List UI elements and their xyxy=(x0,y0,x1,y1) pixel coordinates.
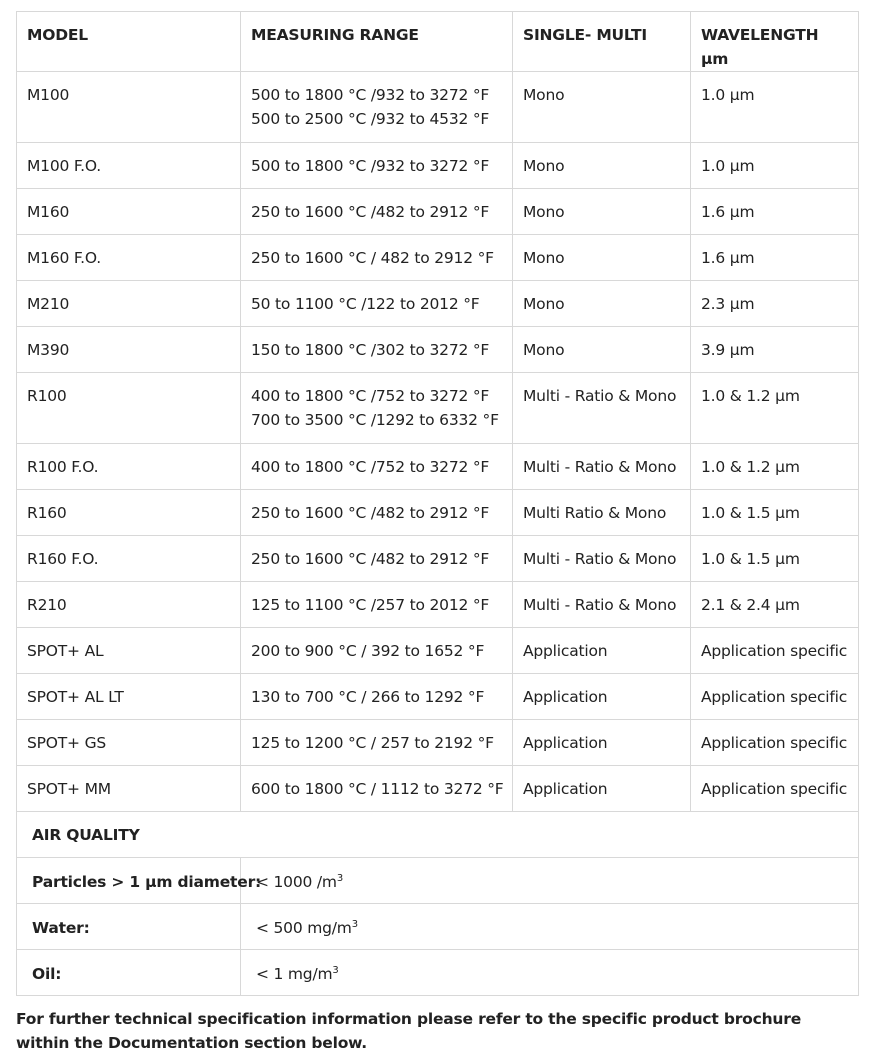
air-quality-exponent: 3 xyxy=(351,919,358,930)
measuring-range-line: 600 to 1800 °C / 1112 to 3272 °F xyxy=(251,780,504,798)
wavelength-cell: 3.9 µm xyxy=(691,327,859,373)
model-cell: SPOT+ GS xyxy=(17,720,241,766)
table-row xyxy=(17,582,859,628)
table-row xyxy=(17,281,859,327)
measuring-range-line: 500 to 1800 °C /932 to 3272 °F xyxy=(251,86,490,104)
header-model: MODEL xyxy=(17,12,241,72)
single-multi-cell: Application xyxy=(513,720,691,766)
single-multi-cell: Application xyxy=(513,674,691,720)
spec-table-body xyxy=(17,72,859,812)
air-quality-title: AIR QUALITY xyxy=(17,812,859,858)
measuring-range-line: 250 to 1600 °C /482 to 2912 °F xyxy=(251,203,490,221)
table-row xyxy=(17,766,859,812)
measuring-range-cell xyxy=(241,628,513,674)
spec-table xyxy=(16,11,859,996)
measuring-range-line: 200 to 900 °C / 392 to 1652 °F xyxy=(251,642,485,660)
measuring-range-cell xyxy=(241,281,513,327)
wavelength-cell: 1.0 µm xyxy=(691,72,859,143)
measuring-range-line: 125 to 1200 °C / 257 to 2192 °F xyxy=(251,734,494,752)
wavelength-cell: 1.0 & 1.5 µm xyxy=(691,536,859,582)
table-row xyxy=(17,189,859,235)
single-multi-cell: Mono xyxy=(513,72,691,143)
measuring-range-cell xyxy=(241,235,513,281)
model-cell: R100 xyxy=(17,373,241,444)
model-cell: M390 xyxy=(17,327,241,373)
air-quality-value: < 500 mg/m xyxy=(256,919,352,937)
wavelength-cell: 2.1 & 2.4 µm xyxy=(691,582,859,628)
wavelength-cell: Application specific xyxy=(691,766,859,812)
single-multi-cell: Multi - Ratio & Mono xyxy=(513,373,691,444)
model-cell: R160 F.O. xyxy=(17,536,241,582)
measuring-range-cell xyxy=(241,490,513,536)
table-row xyxy=(17,720,859,766)
table-row xyxy=(17,72,859,143)
measuring-range-line: 250 to 1600 °C /482 to 2912 °F xyxy=(251,550,490,568)
measuring-range-line: 125 to 1100 °C /257 to 2012 °F xyxy=(251,596,490,614)
model-cell: SPOT+ AL xyxy=(17,628,241,674)
single-multi-cell: Mono xyxy=(513,327,691,373)
measuring-range-line: 250 to 1600 °C / 482 to 2912 °F xyxy=(251,249,494,267)
single-multi-cell: Multi - Ratio & Mono xyxy=(513,582,691,628)
air-quality-exponent: 3 xyxy=(336,873,343,884)
air-quality-exponent: 3 xyxy=(332,965,339,976)
wavelength-cell: 1.0 & 1.5 µm xyxy=(691,490,859,536)
air-quality-label: Particles > 1 µm diameter: xyxy=(17,858,241,904)
table-row xyxy=(17,490,859,536)
single-multi-cell: Application xyxy=(513,628,691,674)
wavelength-cell: Application specific xyxy=(691,674,859,720)
model-cell: SPOT+ MM xyxy=(17,766,241,812)
model-cell: M100 xyxy=(17,72,241,143)
header-wavelength: WAVELENGTH µm xyxy=(691,12,859,72)
measuring-range-line: 150 to 1800 °C /302 to 3272 °F xyxy=(251,341,490,359)
table-row xyxy=(17,235,859,281)
table-row xyxy=(17,674,859,720)
measuring-range-cell xyxy=(241,143,513,189)
measuring-range-line: 50 to 1100 °C /122 to 2012 °F xyxy=(251,295,480,313)
wavelength-cell: 1.6 µm xyxy=(691,235,859,281)
measuring-range-cell xyxy=(241,327,513,373)
air-quality-label: Water: xyxy=(17,904,241,950)
footer-note: For further technical specification information please refer to the specific product brochure within the Documentation section below. xyxy=(16,1010,802,1052)
model-cell: M160 F.O. xyxy=(17,235,241,281)
measuring-range-cell xyxy=(241,582,513,628)
air-quality-row xyxy=(17,904,859,950)
table-row xyxy=(17,444,859,490)
measuring-range-line: 400 to 1800 °C /752 to 3272 °F xyxy=(251,458,490,476)
measuring-range-cell xyxy=(241,189,513,235)
single-multi-cell: Mono xyxy=(513,189,691,235)
measuring-range-line: 400 to 1800 °C /752 to 3272 °F xyxy=(251,387,490,405)
measuring-range-cell xyxy=(241,536,513,582)
wavelength-cell: 1.0 µm xyxy=(691,143,859,189)
table-row xyxy=(17,536,859,582)
single-multi-cell: Mono xyxy=(513,143,691,189)
measuring-range-line: 500 to 1800 °C /932 to 3272 °F xyxy=(251,157,490,175)
air-quality-header-row xyxy=(17,812,859,858)
single-multi-cell: Mono xyxy=(513,281,691,327)
wavelength-cell: 1.0 & 1.2 µm xyxy=(691,444,859,490)
air-quality-section xyxy=(17,812,859,996)
wavelength-cell: 2.3 µm xyxy=(691,281,859,327)
single-multi-cell: Application xyxy=(513,766,691,812)
table-row xyxy=(17,373,859,444)
model-cell: SPOT+ AL LT xyxy=(17,674,241,720)
measuring-range-cell xyxy=(241,766,513,812)
air-quality-label: Oil: xyxy=(17,950,241,996)
air-quality-value: < 1000 /m xyxy=(256,873,337,891)
measuring-range-cell xyxy=(241,444,513,490)
table-row xyxy=(17,143,859,189)
measuring-range-cell xyxy=(241,674,513,720)
model-cell: M210 xyxy=(17,281,241,327)
table-row xyxy=(17,327,859,373)
header-single-multi: SINGLE- MULTI xyxy=(513,12,691,72)
wavelength-cell: Application specific xyxy=(691,628,859,674)
model-cell: R100 F.O. xyxy=(17,444,241,490)
measuring-range-line: 250 to 1600 °C /482 to 2912 °F xyxy=(251,504,490,522)
measuring-range-line: 700 to 3500 °C /1292 to 6332 °F xyxy=(251,411,499,429)
model-cell: M160 xyxy=(17,189,241,235)
single-multi-cell: Multi - Ratio & Mono xyxy=(513,444,691,490)
measuring-range-line: 500 to 2500 °C /932 to 4532 °F xyxy=(251,110,490,128)
single-multi-cell: Multi Ratio & Mono xyxy=(513,490,691,536)
measuring-range-cell xyxy=(241,373,513,444)
measuring-range-line: 130 to 700 °C / 266 to 1292 °F xyxy=(251,688,485,706)
single-multi-cell: Multi - Ratio & Mono xyxy=(513,536,691,582)
model-cell: M100 F.O. xyxy=(17,143,241,189)
air-quality-row xyxy=(17,858,859,904)
air-quality-value-cell xyxy=(241,950,859,996)
wavelength-cell: 1.0 & 1.2 µm xyxy=(691,373,859,444)
spec-table-header xyxy=(17,12,859,72)
air-quality-value-cell xyxy=(241,858,859,904)
header-measuring-range: MEASURING RANGE xyxy=(241,12,513,72)
table-row xyxy=(17,628,859,674)
wavelength-cell: 1.6 µm xyxy=(691,189,859,235)
air-quality-value: < 1 mg/m xyxy=(256,965,333,983)
measuring-range-cell xyxy=(241,720,513,766)
wavelength-cell: Application specific xyxy=(691,720,859,766)
model-cell: R160 xyxy=(17,490,241,536)
air-quality-value-cell xyxy=(241,904,859,950)
air-quality-row xyxy=(17,950,859,996)
model-cell: R210 xyxy=(17,582,241,628)
measuring-range-cell xyxy=(241,72,513,143)
single-multi-cell: Mono xyxy=(513,235,691,281)
